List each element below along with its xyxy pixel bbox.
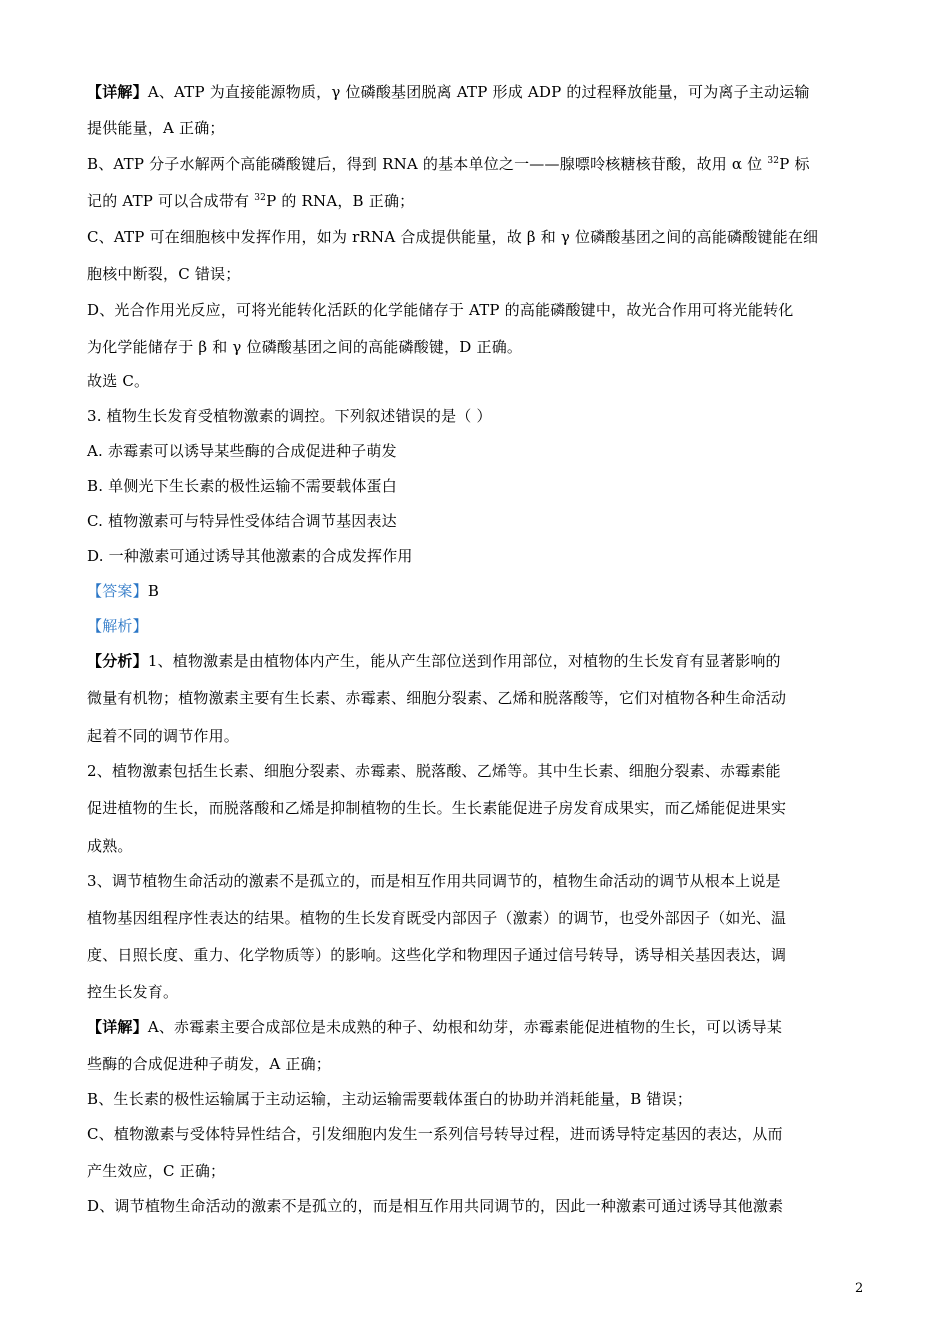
analysis-heading: 【解析】 xyxy=(87,617,148,635)
option-a: A. 赤霉素可以诱导某些酶的合成促进种子萌发 xyxy=(87,442,397,460)
analysis-line: 度、日照长度、重力、化学物质等）的影响。这些化学和物理因子通过信号转导，诱导相关基因表达，调 xyxy=(87,946,787,964)
option-d: D. 一种激素可通过诱导其他激素的合成发挥作用 xyxy=(87,547,413,565)
detail-line-1 xyxy=(87,82,810,102)
detail-line: B、生长素的极性运输属于主动运输，主动运输需要载体蛋白的协助并消耗能量，B 错误； xyxy=(87,1090,693,1108)
analysis-line: 控生长发育。 xyxy=(87,983,179,1001)
detail-text: 记的 ATP 可以合成带有 xyxy=(87,192,255,210)
superscript: 32 xyxy=(767,156,780,166)
detail-text: B、ATP 分子水解两个高能磷酸键后，得到 RNA 的基本单位之一——腺嘌呤核糖核苷酸，故用 α 位 xyxy=(87,155,768,173)
question-stem: 3. 植物生长发育受植物激素的调控。下列叙述错误的是（ ） xyxy=(87,407,492,425)
detail-line: C、植物激素与受体特异性结合，引发细胞内发生一系列信号转导过程，进而诱导特定基因的表达，从而 xyxy=(87,1125,783,1143)
analysis-line: 2、植物激素包括生长素、细胞分裂素、赤霉素、脱落酸、乙烯等。其中生长素、细胞分裂素、赤霉素能 xyxy=(87,762,781,780)
analysis-line xyxy=(87,651,781,671)
detail-line: 些酶的合成促进种子萌发，A 正确； xyxy=(87,1055,332,1073)
detail-line-2: 提供能量，A 正确； xyxy=(87,119,225,137)
analysis-text: 1、植物激素是由植物体内产生，能从产生部位送到作用部位，对植物的生长发育有显著影响的 xyxy=(147,652,781,670)
page-number: 2 xyxy=(855,1281,864,1296)
detail-line xyxy=(87,1017,782,1037)
analysis-line: 起着不同的调节作用。 xyxy=(87,727,240,745)
analysis-line: 植物基因组程序性表达的结果。植物的生长发育既受内部因子（激素）的调节，也受外部因子（如光、温 xyxy=(87,909,787,927)
detail-line-3 xyxy=(87,154,810,174)
detail-line: 产生效应，C 正确； xyxy=(87,1162,226,1180)
detail-text: P 的 RNA，B 正确； xyxy=(266,192,415,210)
superscript: 32 xyxy=(254,193,267,203)
detail-text: P 标 xyxy=(779,155,810,173)
analysis-line: 微量有机物；植物激素主要有生长素、赤霉素、细胞分裂素、乙烯和脱落酸等，它们对植物各种生命活动 xyxy=(87,689,787,707)
detail-tag: 【详解】 xyxy=(87,83,148,101)
detail-line-6: 胞核中断裂，C 错误； xyxy=(87,265,241,283)
detail-text: A、ATP 为直接能源物质，γ 位磷酸基团脱离 ATP 形成 ADP 的过程释放能量，可为离子主动运输 xyxy=(147,83,810,101)
detail-text: A、赤霉素主要合成部位是未成熟的种子、幼根和幼芽，赤霉素能促进植物的生长，可以诱导某 xyxy=(147,1018,783,1036)
analysis-tag: 【分析】 xyxy=(87,652,148,670)
option-c: C. 植物激素可与特异性受体结合调节基因表达 xyxy=(87,512,397,530)
answer-value: B xyxy=(147,582,160,600)
detail-line-5: C、ATP 可在细胞核中发挥作用，如为 rRNA 合成提供能量，故 β 和 γ 位磷酸基团之间的高能磷酸键能在细 xyxy=(87,228,819,246)
analysis-line: 促进植物的生长，而脱落酸和乙烯是抑制植物的生长。生长素能促进子房发育成果实，而乙烯能促进果实 xyxy=(87,799,787,817)
detail-line: D、调节植物生命活动的激素不是孤立的，而是相互作用共同调节的，因此一种激素可通过诱导其他激素 xyxy=(87,1197,784,1215)
detail-tag: 【详解】 xyxy=(87,1018,148,1036)
conclusion-line: 故选 C。 xyxy=(87,372,150,390)
detail-line-7: D、光合作用光反应，可将光能转化活跃的化学能储存于 ATP 的高能磷酸键中，故光合作用可将光能转化 xyxy=(87,301,794,319)
analysis-line: 成熟。 xyxy=(87,837,133,855)
answer-tag: 【答案】 xyxy=(87,582,148,600)
analysis-line: 3、调节植物生命活动的激素不是孤立的，而是相互作用共同调节的，植物生命活动的调节从根本上说是 xyxy=(87,872,781,890)
detail-line-8: 为化学能储存于 β 和 γ 位磷酸基团之间的高能磷酸键，D 正确。 xyxy=(87,338,523,356)
answer-line xyxy=(87,581,159,601)
option-b: B. 单侧光下生长素的极性运输不需要载体蛋白 xyxy=(87,477,397,495)
detail-line-4 xyxy=(87,191,414,211)
